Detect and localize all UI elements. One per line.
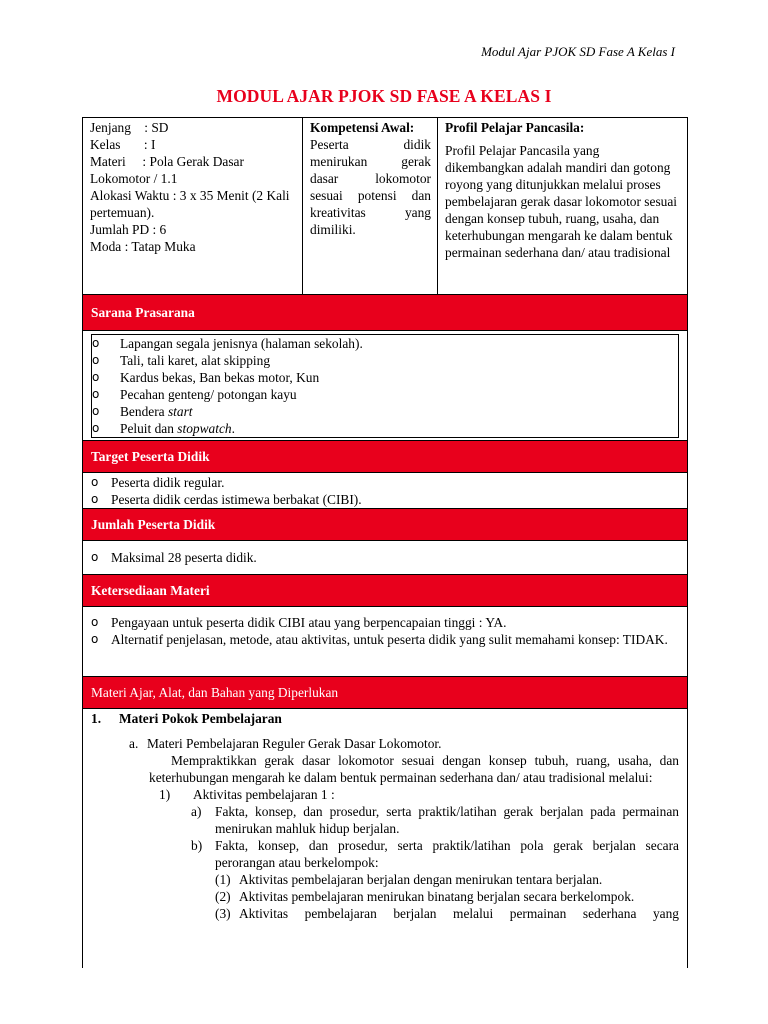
point-number: b) — [191, 838, 203, 853]
bullet-marker: o — [92, 421, 100, 435]
activity-title: Aktivitas pembelajaran 1 : — [193, 787, 335, 802]
list-item-text: Kardus bekas, Ban bekas motor, Kun — [120, 370, 320, 385]
italic-term: stopwatch — [177, 421, 232, 436]
list-item — [83, 549, 687, 566]
point-number: a) — [191, 804, 202, 819]
list-item — [83, 491, 687, 508]
bullet-marker: o — [91, 615, 99, 629]
list-item-text: Tali, tali karet, alat skipping — [120, 353, 271, 368]
materi-section-title — [91, 710, 679, 727]
list-item — [83, 474, 687, 491]
sub-number: a. — [129, 736, 139, 751]
subpoint-number: (1) — [215, 872, 231, 887]
ketersediaan-heading: Ketersediaan Materi — [83, 574, 687, 606]
activity-number: 1) — [159, 787, 171, 802]
bullet-marker: o — [91, 550, 99, 564]
document-title: MODUL AJAR PJOK SD FASE A KELAS I — [216, 86, 552, 106]
subpoint-number: (3) — [215, 906, 231, 921]
sarana-heading: Sarana Prasarana — [83, 294, 687, 330]
target-heading: Target Peserta Didik — [83, 440, 687, 472]
bullet-marker: o — [91, 492, 99, 506]
bullet-marker: o — [91, 475, 99, 489]
ketersediaan-section — [83, 606, 687, 676]
italic-term: start — [167, 404, 193, 419]
materi-paragraph: Mempraktikkan gerak dasar lokomotor sesuai dengan konsep tubuh, ruang, usaha, dan keterhubungan mengarah ke dalam bentuk permainan sederhana dan/ atau tradisional melalui: — [149, 753, 679, 785]
profil-heading: Profil Pelajar Pancasila: — [445, 120, 585, 135]
bullet-marker: o — [92, 370, 100, 384]
identity-jumlah: Jumlah PD : 6 — [90, 222, 167, 237]
activity-point — [91, 837, 679, 871]
subpoint-text: Aktivitas pembelajaran berjalan melalui permainan sederhana yang — [239, 906, 679, 921]
section-number: 1. — [91, 711, 102, 726]
jumlah-heading: Jumlah Peserta Didik — [83, 508, 687, 540]
list-item-text: Peserta didik regular. — [111, 475, 225, 490]
sub-title-text: Materi Pembelajaran Reguler Gerak Dasar Lokomotor. — [147, 736, 442, 751]
bullet-marker: o — [92, 353, 100, 367]
identity-materi: Materi : Pola Gerak Dasar Lokomotor / 1.1 — [90, 154, 248, 186]
list-item — [92, 352, 678, 369]
subpoint-text: Aktivitas pembelajaran berjalan dengan menirukan tentara berjalan. — [239, 872, 603, 887]
list-item — [83, 614, 687, 631]
materi-heading: Materi Ajar, Alat, dan Bahan yang Diperlukan — [83, 676, 687, 708]
list-item-text: Alternatif penjelasan, metode, atau aktivitas, untuk peserta didik yang sulit memahami konsep: TIDAK. — [111, 632, 668, 647]
list-item-text: Pecahan genteng/ potongan kayu — [120, 387, 297, 402]
sarana-section — [83, 330, 687, 440]
list-item-text: Bendera start — [120, 404, 193, 419]
profil-body: Profil Pelajar Pancasila yang dikembangkan adalah mandiri dan gotong royong yang ditunjukkan melalui proses pembelajaran gerak dasar lokomotor sesuai dengan konsep tubuh, ruang, usaha, dan keterhubungan mengarah ke dalam bentuk permainan sederhana dan/ atau tradisional — [445, 143, 678, 260]
list-item-text: Peserta didik cerdas istimewa berbakat (CIBI). — [111, 492, 362, 507]
list-item — [92, 335, 678, 352]
bullet-marker: o — [92, 336, 100, 350]
list-item — [92, 420, 678, 437]
list-item — [92, 369, 678, 386]
identity-moda: Moda : Tatap Muka — [90, 239, 196, 254]
point-text: Fakta, konsep, dan prosedur, serta praktik/latihan gerak berjalan pada permainan menirukan mahluk hidup berjalan. — [215, 804, 679, 836]
sarana-list — [91, 334, 679, 438]
jumlah-section — [83, 540, 687, 574]
identity-alokasi: Alokasi Waktu : 3 x 35 Menit (2 Kali pertemuan). — [90, 188, 290, 220]
bullet-marker: o — [91, 632, 99, 646]
list-item-text: Maksimal 28 peserta didik. — [111, 550, 257, 565]
subpoint-text: Aktivitas pembelajaran menirukan binatang berjalan secara berkelompok. — [239, 889, 635, 904]
list-item-text: Peluit dan stopwatch. — [120, 421, 235, 436]
list-item — [92, 403, 678, 420]
point-text: Fakta, konsep, dan prosedur, serta praktik/latihan pola gerak berjalan secara perorangan atau berkelompok: — [215, 838, 679, 870]
activity-point — [91, 803, 679, 837]
identity-cell — [83, 118, 303, 294]
kompetensi-body: Peserta didik menirukan gerak dasar lokomotor sesuai potensi dan kreativitas yang dimiliki. — [310, 137, 431, 237]
materi-sub-a — [91, 735, 679, 752]
running-header: Modul Ajar PJOK SD Fase A Kelas I — [481, 44, 675, 59]
kompetensi-cell — [303, 118, 438, 294]
profil-cell — [438, 118, 687, 294]
target-section — [83, 472, 687, 508]
list-item-text: Lapangan segala jenisnya (halaman sekolah). — [120, 336, 363, 351]
subpoint-number: (2) — [215, 889, 231, 904]
materi-section — [83, 708, 687, 968]
list-item — [92, 386, 678, 403]
activity-subpoint — [91, 888, 679, 905]
identity-row — [83, 117, 687, 294]
bullet-marker: o — [92, 387, 100, 401]
identity-jenjang: Jenjang : SD — [90, 120, 169, 135]
bullet-marker: o — [92, 404, 100, 418]
module-table — [82, 117, 688, 968]
activity-subpoint — [91, 871, 679, 888]
activity-1 — [91, 786, 679, 803]
identity-kelas: Kelas : I — [90, 137, 156, 152]
kompetensi-heading: Kompetensi Awal: — [310, 120, 415, 135]
list-item — [83, 631, 687, 648]
section-title-text: Materi Pokok Pembelajaran — [119, 711, 282, 726]
list-item-text: Pengayaan untuk peserta didik CIBI atau yang berpencapaian tinggi : YA. — [111, 615, 507, 630]
activity-subpoint — [91, 905, 679, 922]
